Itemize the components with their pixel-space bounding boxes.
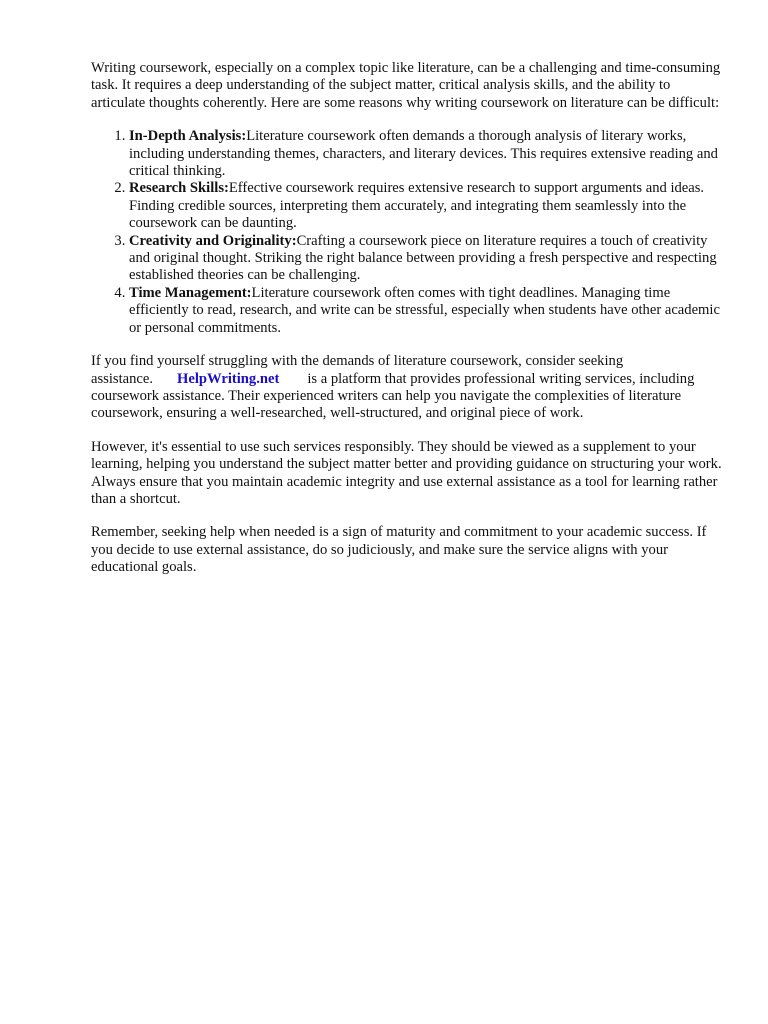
reason-text: Literature coursework often demands a thorough analysis of literary works, including understanding themes, characters, and literary devices. This requires extensive reading and critical thinking. [129, 128, 718, 180]
list-item [129, 233, 727, 285]
reason-text: Crafting a coursework piece on literature requires a touch of creativity and original thought. Striking the right balance between providing a fresh perspective and respecting established theories can be challenging. [129, 232, 717, 284]
reasons-list [91, 128, 727, 337]
intro-paragraph: Writing coursework, especially on a complex topic like literature, can be a challenging and time-consuming task. It requires a deep understanding of the subject matter, critical analysis skills, and the ability to articulate thoughts coherently. Here are some reasons why writing coursework on literature can be difficult: [91, 60, 721, 111]
reason-term: In-Depth Analysis: [129, 128, 247, 145]
responsibility-paragraph: However, it's essential to use such services responsibly. They should be viewed as a supplement to your learning, helping you understand the subject matter better and providing guidance on structuring your work. Always ensure that you maintain academic integrity and use external assistance as a tool for learning rather than a shortcut. [91, 438, 722, 507]
help-text-after: is a platform that provides professional writing services, including coursework assistance. Their experienced writers can help you navigate the complexities of literature coursework, ensuring a well-researched, well-structured, and original piece of work. [91, 370, 695, 422]
document-page [91, 60, 727, 593]
list-item [129, 128, 727, 180]
list-item [129, 285, 727, 337]
reason-text: Effective coursework requires extensive research to support arguments and ideas. Finding credible sources, interpreting them accurately, and integrating them seamlessly into the coursework can be daunting. [129, 180, 705, 232]
help-paragraph [91, 353, 727, 423]
helpwriting-link[interactable]: HelpWriting.net [177, 370, 280, 387]
list-item [129, 180, 727, 232]
reason-text: Literature coursework often comes with tight deadlines. Managing time efficiently to read, research, and write can be stressful, especially when students have other academic or personal commitments. [129, 284, 720, 336]
reason-term: Creativity and Originality: [129, 232, 297, 249]
reason-term: Research Skills: [129, 180, 229, 197]
help-text-before: If you find yourself struggling with the demands of literature coursework, consider seeking assistance. [91, 353, 624, 387]
reason-term: Time Management: [129, 284, 252, 301]
closing-paragraph: Remember, seeking help when needed is a sign of maturity and commitment to your academic success. If you decide to use external assistance, do so judiciously, and make sure the service aligns with your educational goals. [91, 524, 707, 576]
